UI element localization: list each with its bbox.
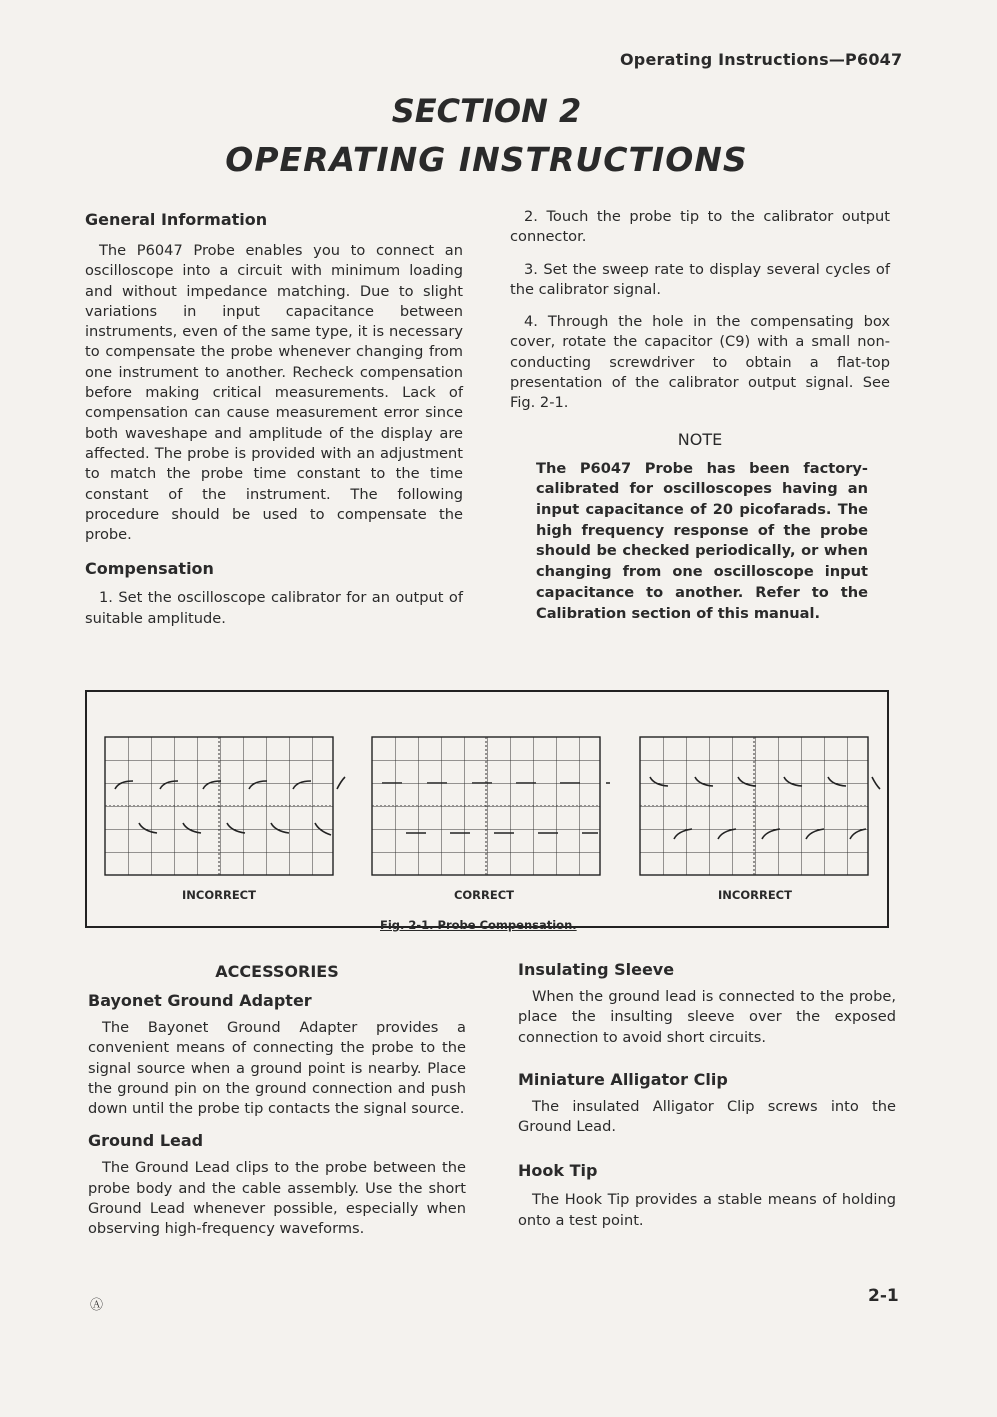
compensation-steps	[510, 207, 890, 624]
bayonet-heading: Bayonet Ground Adapter	[88, 991, 312, 1010]
ground-lead-heading: Ground Lead	[88, 1131, 204, 1151]
note-body: The P6047 Probe has been factory-calibrated for oscilloscopes having an input capacitance of 20 picofarads. The high frequency response of the probe should be checked periodically, or when changing from one oscilloscope input capacitance to another. Refer to the Calibration section of this manual.	[536, 459, 868, 622]
tektronix-logo: Ⓐ	[90, 1298, 104, 1313]
running-head: Operating Instructions—P6047	[620, 50, 903, 69]
label-correct: CORRECT	[453, 888, 515, 902]
alligator-clip-body: The insulated Alligator Clip screws into the Ground Lead.	[518, 1097, 896, 1136]
compensation-step-3: 3. Set the sweep rate to display several cycles of the calibrator signal.	[510, 260, 890, 298]
accessories-right	[518, 960, 896, 1231]
accessories-left	[88, 962, 466, 1240]
section-subtitle: OPERATING INSTRUCTIONS	[225, 140, 748, 179]
figure-caption: Fig. 2-1. Probe Compensation.	[380, 918, 577, 932]
hook-tip-heading: Hook Tip	[518, 1161, 598, 1181]
sleeve-body: When the ground lead is connected to the probe, place the insulting sleeve over the exposed connection to avoid short circuits.	[518, 988, 896, 1046]
scope-screen-rounded	[640, 737, 880, 875]
accessories-heading: ACCESSORIES	[215, 962, 339, 981]
compensation-heading: Compensation	[85, 559, 214, 579]
hook-tip-body: The Hook Tip provides a stable means of holding onto a test point.	[518, 1191, 896, 1229]
scope-screen-overshoot	[105, 737, 345, 875]
ground-lead-body: The Ground Lead clips to the probe between the probe body and the cable assembly. Use the short Ground Lead whenever possible, especially when observing high-frequency waveforms.	[88, 1159, 466, 1238]
figure-box	[85, 690, 889, 928]
sleeve-heading: Insulating Sleeve	[518, 960, 675, 979]
bayonet-body: The Bayonet Ground Adapter provides a convenient means of connecting the probe to the signal source when a ground point is nearby. Place the ground pin on the ground connection and push down until the probe tip contacts the signal source.	[88, 1019, 466, 1118]
scope-screen-flat	[372, 737, 610, 875]
page-number: 2-1	[868, 1286, 899, 1306]
general-heading: General Information	[85, 210, 268, 229]
label-incorrect-right: INCORRECT	[718, 888, 792, 902]
general-body: The P6047 Probe enables you to connect an oscilloscope into a circuit with minimum loading and without impedance matching. Due to slight variations in input capacitance between instruments, even of the same type, it is necessary to compensate the probe whenever changing from one instrument to another. Recheck compensation before making critical measurements. Lack of compensation can cause measurement error since both waveshape and amplitude of the display are affected. The probe is provided with an adjustment to match the probe time constant to the time constant of the instrument. The following procedure should be used to compensate the probe.	[85, 242, 463, 544]
compensation-step-1: 1. Set the oscilloscope calibrator for an output of suitable amplitude.	[85, 589, 463, 627]
label-incorrect-left: INCORRECT	[182, 888, 256, 902]
alligator-clip-heading: Miniature Alligator Clip	[518, 1069, 728, 1089]
compensation-step-2: 2. Touch the probe tip to the calibrator output connector.	[510, 208, 890, 246]
note-title: NOTE	[677, 429, 723, 449]
general-information	[85, 210, 463, 629]
section-title: SECTION 2	[391, 92, 582, 130]
compensation-step-4: 4. Through the hole in the compensating box cover, rotate the capacitor (C9) with a small non-conducting screwdriver to obtain a flat-top presentation of the calibrator output signal. See Fig. 2-1.	[510, 313, 890, 412]
